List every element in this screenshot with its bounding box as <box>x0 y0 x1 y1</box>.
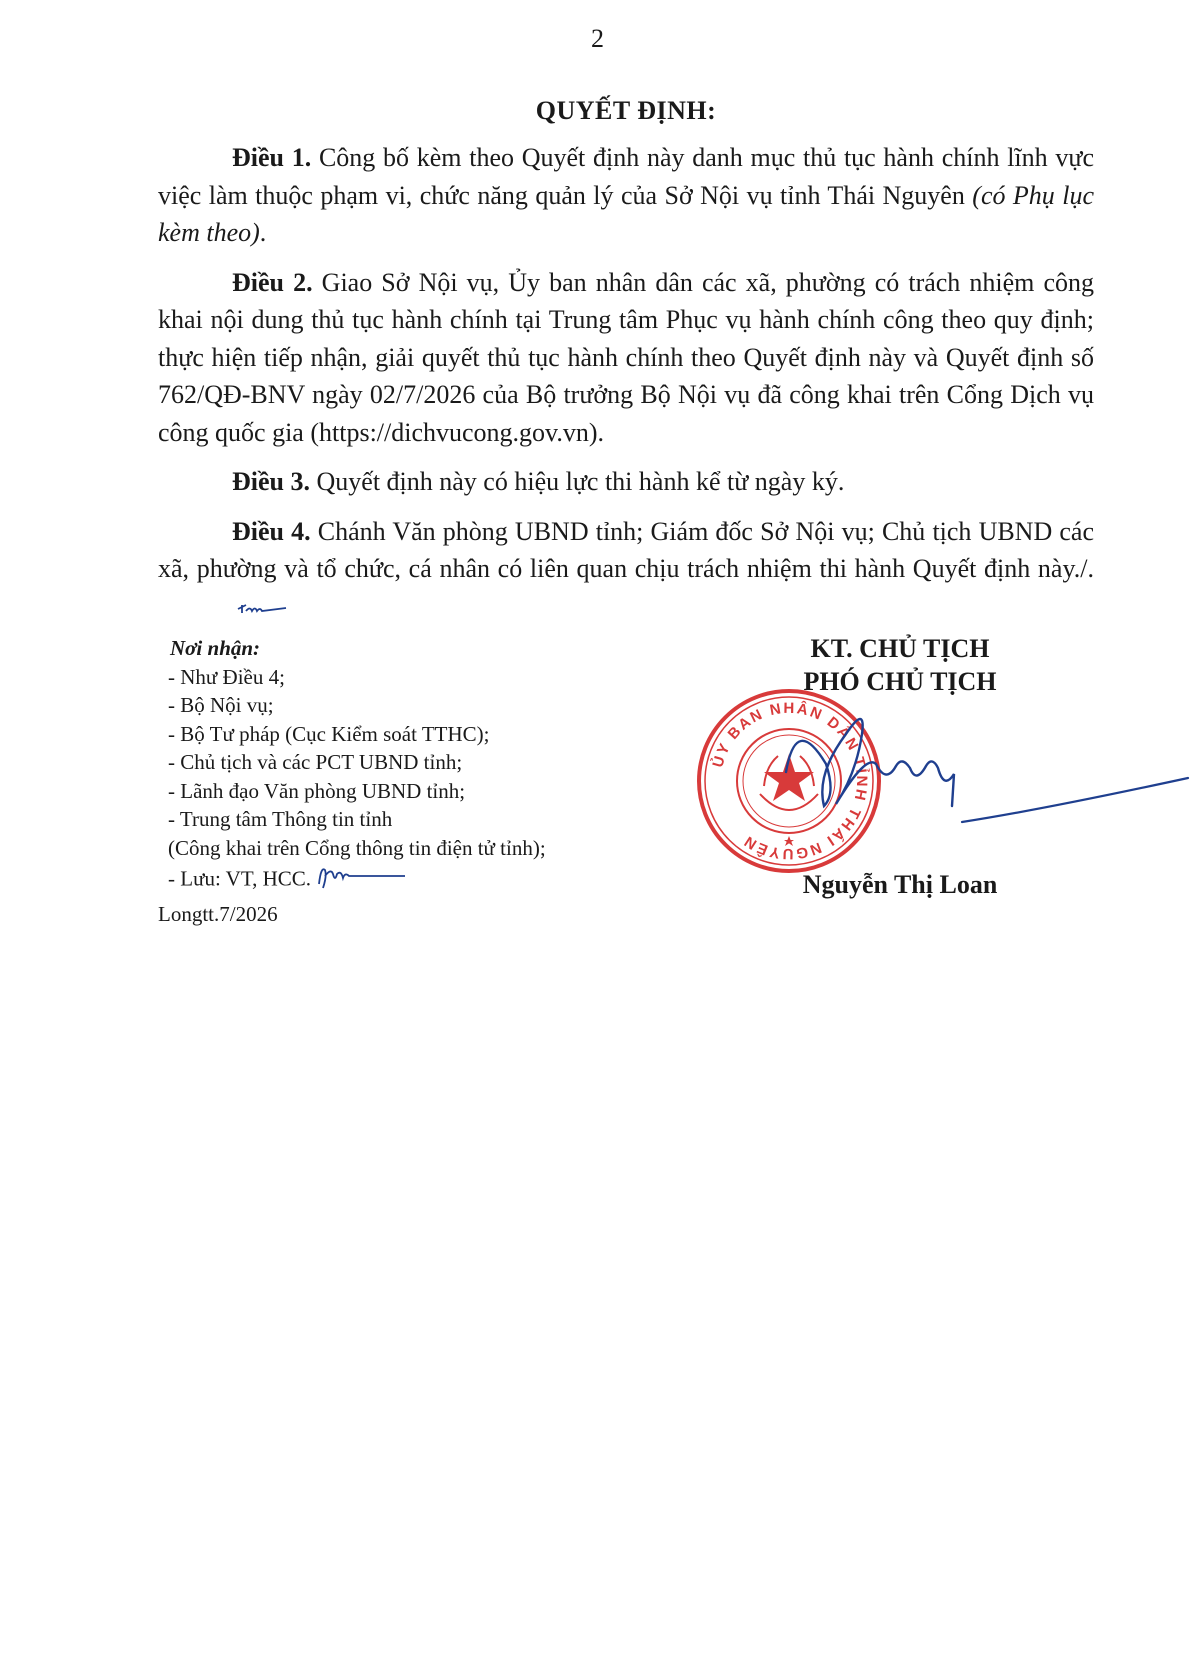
recipient-item: - Trung tâm Thông tin tỉnh <box>168 807 393 831</box>
article-1 <box>158 139 1094 252</box>
decision-body <box>158 139 1094 639</box>
recipient-item: - Bộ Nội vụ; <box>168 693 274 717</box>
initials-mark-icon <box>162 590 288 628</box>
article-label: Điều 4. <box>232 516 311 546</box>
archive-line <box>168 862 678 900</box>
recipients-list <box>158 634 678 928</box>
signer-title: KT. CHỦ TỊCH <box>810 634 990 663</box>
recipient-item: - Chủ tịch và các PCT UBND tỉnh; <box>168 750 463 774</box>
drafter-initials-icon <box>315 862 411 900</box>
article-text: Chánh Văn phòng UBND tỉnh; Giám đốc Sở Nội vụ; Chủ tịch UBND các xã, phường và tổ chức, cá nhân có liên quan chịu trách nhiệm thi hành Quyết định này./. <box>158 516 1094 583</box>
recipient-item: - Lãnh đạo Văn phòng UBND tỉnh; <box>168 778 466 803</box>
recipient-item: - Như Điều 4; <box>168 664 285 689</box>
archive-text: - Lưu: VT, HCC. <box>168 866 312 891</box>
article-text: Công bố kèm theo Quyết định này danh mục thủ tục hành chính lĩnh vực việc làm thuộc phạm vi, chức năng quản lý của Sở Nội vụ tỉnh Thái Nguyên <box>158 143 1094 210</box>
recipient-note: (Công khai trên Cổng thông tin điện tử tỉnh); <box>168 835 546 860</box>
recipients-title: Nơi nhận: <box>170 636 261 660</box>
article-text: Giao Sở Nội vụ, Ủy ban nhân dân các xã, phường có trách nhiệm công khai nội dung thủ tục hành chính tại Trung tâm Phục vụ hành chính công theo quy định; thực hiện tiếp nhận, giải quyết thủ tục hành chính theo Quyết định này và Quyết định số 762/QĐ-BNV ngày 02/7/2026 của Bộ trưởng Bộ Nội vụ đã công khai trên Cổng Dịch vụ công quốc gia (https://dichvucong.gov.vn). <box>158 267 1094 447</box>
article-text: Quyết định này có hiệu lực thi hành kể từ ngày ký. <box>310 467 845 496</box>
article-label: Điều 1. <box>232 143 312 172</box>
article-label: Điều 3. <box>232 467 310 496</box>
svg-text:ỦY BAN NHÂN DÂN TỈNH THÁI NGUY: ỦY BAN NHÂN DÂN TỈNH THÁI NGUYÊN <box>709 699 871 863</box>
article-2 <box>158 264 1094 452</box>
signer-name: Nguyễn Thị Loan <box>802 870 998 899</box>
article-4 <box>158 513 1094 628</box>
document-code: Longtt.7/2026 <box>158 901 278 926</box>
article-tail: . <box>259 218 267 247</box>
article-italic: (có Phụ lục kèm theo) <box>158 180 1095 247</box>
page-number: 2 <box>591 24 604 53</box>
signer-subtitle: PHÓ CHỦ TỊCH <box>803 667 997 696</box>
article-label: Điều 2. <box>232 267 313 297</box>
decision-heading: QUYẾT ĐỊNH: <box>535 96 717 125</box>
signature-trail-icon <box>960 770 1190 830</box>
recipient-item: - Bộ Tư pháp (Cục Kiểm soát TTHC); <box>168 721 490 746</box>
article-3 <box>158 463 1094 501</box>
